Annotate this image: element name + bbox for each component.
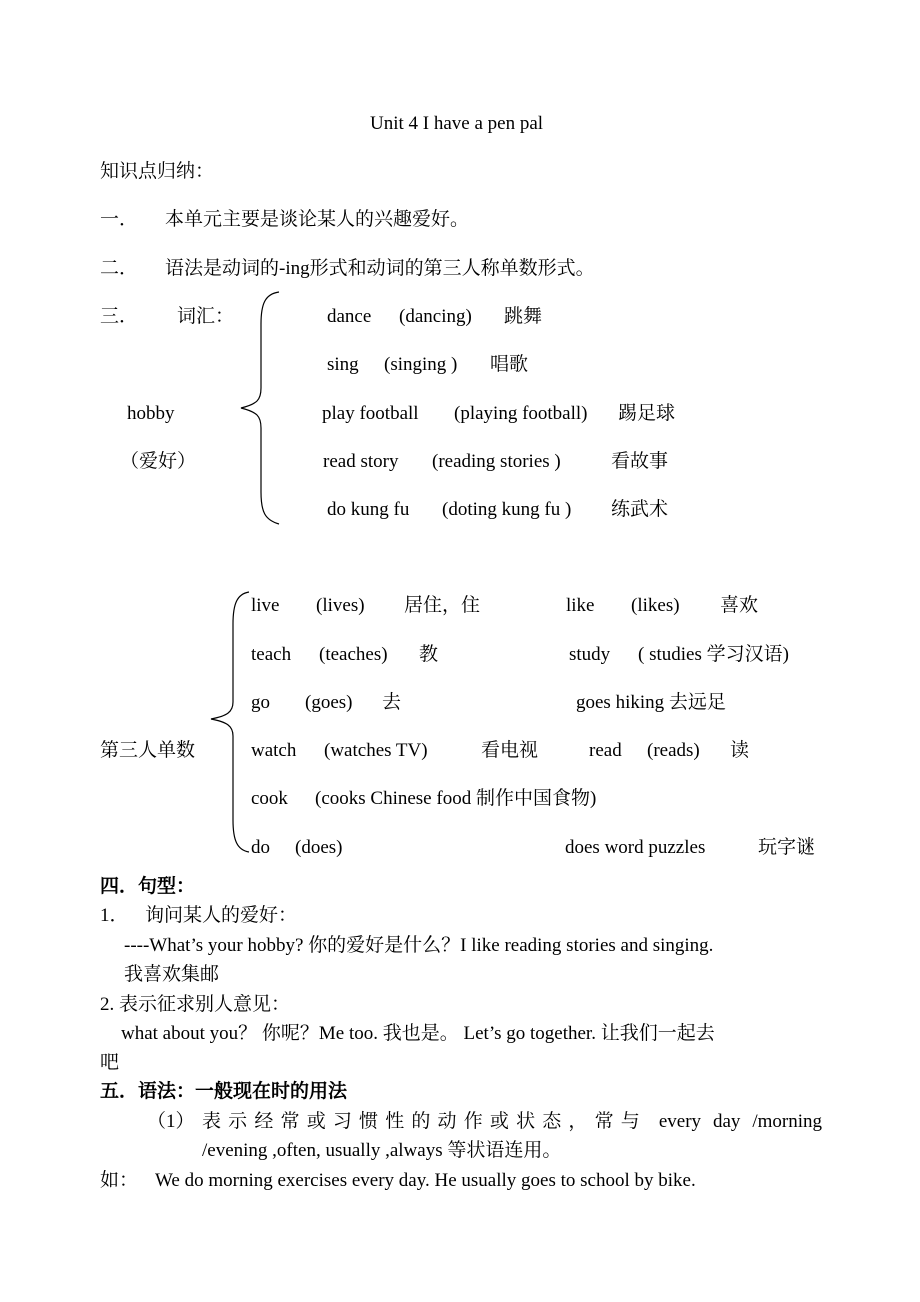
verb-cn: 看电视 — [481, 740, 539, 761]
example-label: 如： — [100, 1170, 139, 1191]
verb-form: (teaches) — [319, 644, 388, 665]
verb-form: (lives) — [316, 595, 365, 616]
hobby-word: dance — [327, 306, 372, 327]
section-4-item-1-line-1: ----What’s your hobby? 你的爱好是什么？I like reading stories and singing. — [124, 935, 714, 956]
verb: live — [251, 595, 280, 616]
verb-cn: 教 — [419, 644, 439, 665]
hobby-label-cn: （爱好） — [120, 451, 197, 472]
hobby-word: read story — [323, 451, 399, 472]
point-1-num: 一． — [100, 209, 139, 230]
verb-form: (watches TV) — [324, 740, 428, 761]
section-4-item-1-num: 1． — [100, 905, 129, 926]
hobby-brace — [235, 288, 295, 528]
verb: watch — [251, 740, 297, 761]
section-4-item-2-line-2: 吧 — [100, 1052, 120, 1073]
verb-cn: 喜欢 — [720, 595, 759, 616]
hobby-ing: (singing ) — [384, 354, 458, 375]
hobby-cn: 练武术 — [611, 499, 669, 520]
hobby-ing: (doting kung fu ) — [442, 499, 572, 520]
hobby-ing: (dancing) — [399, 306, 472, 327]
verb: goes hiking 去远足 — [576, 692, 726, 713]
page-title: Unit 4 I have a pen pal — [370, 113, 544, 134]
section-5-rule-1-line-2: /evening ,often, usually ,always 等状语连用。 — [202, 1140, 562, 1161]
hobby-label: hobby — [127, 403, 175, 424]
section-5-rule-1-line-1: 表示经常或习惯性的动作或状态，常与 every day /morning — [202, 1111, 822, 1132]
third-person-label: 第三人单数 — [100, 740, 196, 761]
verb-cn: 居住，住 — [404, 595, 481, 616]
hobby-cn: 跳舞 — [504, 306, 543, 327]
verb-cn: 去 — [382, 692, 402, 713]
point-3-num: 三． — [100, 306, 139, 327]
point-1-text: 本单元主要是谈论某人的兴趣爱好。 — [165, 209, 470, 230]
example-text: We do morning exercises every day. He usually goes to school by bike. — [155, 1170, 696, 1191]
point-2-num: 二． — [100, 258, 139, 279]
verb: go — [251, 692, 270, 713]
section-4-item-1-line-2: 我喜欢集邮 — [124, 964, 220, 985]
section-4-heading: 四．句型： — [100, 876, 196, 897]
section-5-rule-1-num: （1） — [147, 1111, 195, 1132]
hobby-word: sing — [327, 354, 359, 375]
verb: does word puzzles — [565, 837, 706, 858]
verb-form: ( studies 学习汉语) — [638, 644, 789, 665]
section-4-item-1-title: 询问某人的爱好： — [145, 905, 298, 926]
verb-form: (cooks Chinese food 制作中国食物) — [315, 788, 597, 809]
hobby-cn: 踢足球 — [618, 403, 676, 424]
verb: teach — [251, 644, 292, 665]
verb: cook — [251, 788, 288, 809]
verb: do — [251, 837, 270, 858]
verb-form: (reads) — [647, 740, 700, 761]
hobby-ing: (playing football) — [454, 403, 588, 424]
third-person-brace — [205, 588, 265, 858]
section-4-item-2-line-1: what about you？ 你呢？Me too. 我也是。 Let’s go together. 让我们一起去 — [121, 1023, 715, 1044]
verb-cn: 读 — [730, 740, 750, 761]
point-2-text: 语法是动词的-ing形式和动词的第三人称单数形式。 — [165, 258, 595, 279]
summary-heading: 知识点归纳： — [100, 161, 215, 182]
point-3-text: 词汇： — [177, 306, 235, 327]
verb: like — [566, 595, 595, 616]
hobby-word: play football — [322, 403, 419, 424]
verb: study — [569, 644, 611, 665]
verb-form: (does) — [295, 837, 343, 858]
hobby-cn: 看故事 — [611, 451, 669, 472]
verb-form: (goes) — [305, 692, 353, 713]
hobby-word: do kung fu — [327, 499, 410, 520]
section-5-heading: 五．语法：一般现在时的用法 — [100, 1081, 348, 1102]
hobby-ing: (reading stories ) — [432, 451, 561, 472]
verb-cn: 玩字谜 — [758, 837, 816, 858]
section-4-item-2-title: 2. 表示征求别人意见： — [100, 994, 291, 1015]
verb-form: (likes) — [631, 595, 680, 616]
hobby-cn: 唱歌 — [490, 354, 529, 375]
verb: read — [589, 740, 622, 761]
